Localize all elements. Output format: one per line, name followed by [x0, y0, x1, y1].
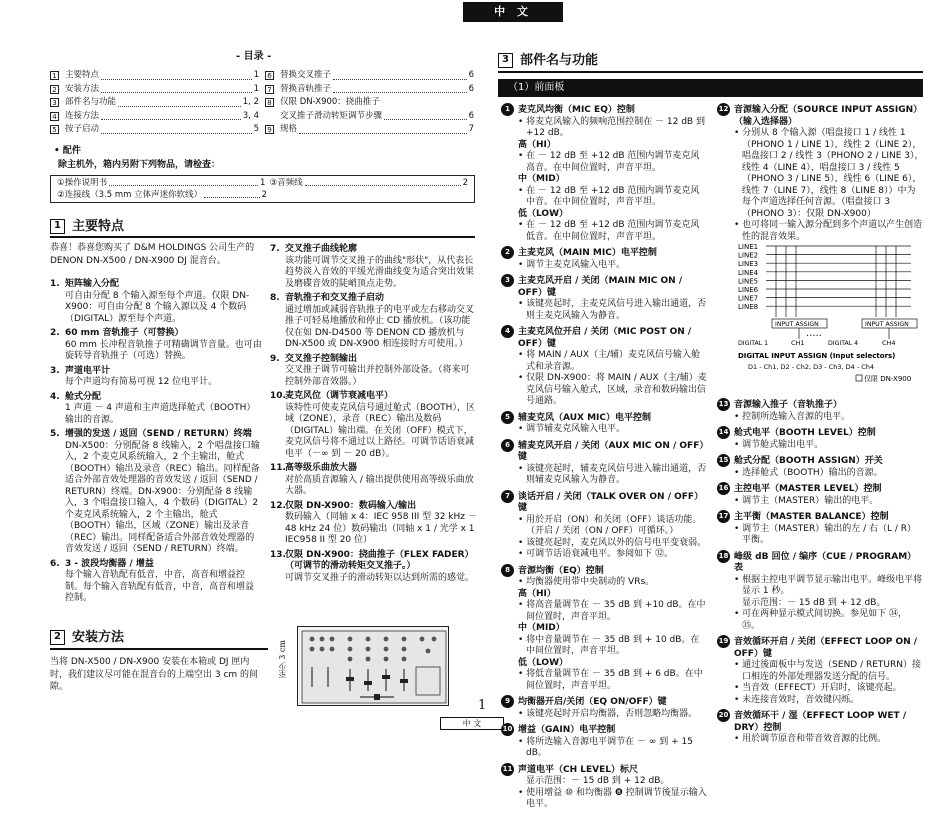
front-panel-heading: （1）前面板: [498, 79, 923, 97]
control-title: [505, 103, 708, 117]
control-description-line: • 根据主控电平调节显示输出电平。峰级电平将显示 1 秒。: [734, 574, 923, 596]
footer-language-tab: 中 文: [440, 717, 504, 730]
feature-item: [50, 328, 262, 363]
control-item: [716, 550, 924, 633]
feature-title: [50, 558, 262, 571]
feature-number: 4.: [50, 391, 60, 402]
control-description-line: • 该键亮起时，麦克风以外的信号电平变衰弱。: [518, 537, 707, 548]
toc-entry-label: 替换交叉推子: [280, 70, 332, 80]
toc-entry[interactable]: [50, 97, 265, 111]
control-number-badge: 20: [717, 709, 730, 722]
control-description-line: • 可调节话语衰减电平。参阅如下 ㉜。: [518, 549, 674, 559]
toc-entry-number: 7: [265, 85, 274, 94]
feature-body: 可自由分配 8 个输入源至每个声道。仅限 DN-X900：可自由分配 8 个输入源以及 4 个数码（DIGITAL）源至每个声道。: [65, 290, 250, 324]
toc-entry-label: 安装方法: [65, 83, 100, 94]
control-description-line: • 当音效（EFFECT）开启时，该键亮起。: [734, 683, 902, 693]
feature-title-text: 3 - 波段均衡器 / 增益: [65, 558, 154, 569]
control-description-line: • 选择舱式（BOOTH）输出的音源。: [734, 467, 883, 478]
control-title-text: 主麦克风开启 / 关闭（MAIN MIC ON / OFF）键: [518, 276, 683, 298]
input-assign-label-1: INPUT ASSIGN: [775, 321, 819, 328]
diagram-line-label: LINE4: [738, 268, 759, 277]
feature-title-text: 矩阵输入分配: [65, 279, 120, 289]
control-description-line: • 可在两种显示模式间切换。参见如下 ㉞，㉟。: [734, 609, 908, 631]
accessory-item: ③音频线 2: [269, 178, 468, 188]
feature-item: [270, 244, 478, 290]
control-description-line: • 将低音量调节在 － 35 dB 到 + 6 dB。在中间位置时，声音平坦。: [518, 669, 703, 691]
control-description-line: 高（HI）: [518, 139, 556, 150]
control-number-badge: 7: [501, 490, 514, 503]
intro-text: 恭喜！恭喜您购买了 D&M HOLDINGS 公司生产的 DENON DN-X500 / DN-X900 DJ 混音台。: [50, 243, 255, 266]
control-description-line: • 该键亮起时，辅麦克风信号进入输出通道，否则辅麦克风输入为静音。: [518, 463, 707, 485]
toc-leader: [384, 111, 467, 121]
control-number-badge: 4: [501, 325, 514, 338]
feature-title: [50, 279, 262, 291]
toc-entry-label: 连接方法: [65, 110, 100, 121]
feature-item: [270, 501, 478, 547]
toc-entry-number: 9: [265, 125, 274, 134]
control-number-badge: 6: [501, 439, 514, 452]
feature-title: [270, 293, 478, 305]
control-number-badge: 12: [717, 103, 730, 116]
control-number-badge: 17: [717, 510, 730, 523]
feature-number: 12.: [270, 500, 286, 511]
feature-number: 7.: [270, 244, 280, 254]
control-title-text: 麦克风均衡（MIC EQ）控制: [518, 105, 635, 115]
toc-entry[interactable]: [265, 70, 480, 84]
control-title-text: 谈话开启 / 关闭（TALK OVER ON / OFF）键: [518, 491, 704, 513]
feature-item: [270, 293, 478, 351]
control-title: [505, 325, 708, 350]
feature-body: 通过增加或减弱音轨推子的电平或左右移动交叉推子可轻易地播放和停止 CD 播放机。（该功能仅在如 DN-D4500 等 DENON CD 播放机与 DN-X500 或 DN-X900 相连接时方可使用。）: [285, 304, 475, 349]
control-description-line: • 用於开启（ON）和关闭（OFF）谈话功能。（开启 / 关闭（ON / OFF）可循环。）: [518, 514, 702, 536]
control-description-line: • 该键亮起时，主麦克风信号进入输出通道，否则主麦克风输入为静音。: [518, 299, 707, 321]
toc-entry-label: 按子启动: [65, 124, 100, 134]
control-description-line: • 调节主麦克风输入电平。: [518, 259, 626, 270]
control-item: [500, 103, 708, 243]
control-description-line: 显示范围：－ 15 dB 到 + 12 dB。: [742, 597, 886, 608]
control-item: [500, 490, 708, 561]
feature-title: [270, 500, 478, 513]
control-description-line: • 将麦克风输入的频响范围控制在 － 12 dB 到 +12 dB。: [518, 116, 705, 138]
feature-body: 该功能可调节交叉推子的曲线"形状"，从代表长趋势淡入音效的平缓光滑曲线变为适合突出效果及磨碟音效的陡峭顶点走势。: [285, 255, 475, 289]
feature-title-text: 仅限 DN-X900：数码输入/输出: [285, 500, 417, 511]
toc-entry-label: 规格: [280, 124, 298, 134]
control-description-line: • 将高音量调节在 － 35 dB 到 +10 dB。在中间位置时，声音平坦。: [518, 600, 706, 622]
control-description-line: • 也可将同一输入源分配到多个声道以产生创造性的混音效果。: [734, 220, 923, 242]
control-title: [505, 695, 708, 709]
toc-leader: [333, 70, 467, 80]
feature-title-text: 60 mm 音轨推子（可替换）: [65, 328, 184, 338]
toc-entry-page: 1, 2: [242, 97, 259, 107]
toc-entry-page: 6: [468, 83, 474, 94]
feature-number: 9.: [270, 353, 280, 364]
control-item: [500, 439, 708, 487]
control-number-badge: 3: [501, 274, 514, 287]
toc-entry[interactable]: [50, 70, 265, 84]
control-title-text: 辅麦克风（AUX MIC）电平控制: [518, 412, 651, 423]
control-title-text: 主控电平（MASTER LEVEL）控制: [734, 484, 882, 494]
feature-number: 8.: [270, 293, 280, 303]
control-number-badge: 5: [501, 411, 514, 424]
toc-entry[interactable]: [50, 111, 265, 125]
control-title: [718, 398, 924, 412]
feature-title-text: 音轨推子和交叉推子启动: [285, 293, 385, 303]
control-description-line: • 未连接音效时，音效键闪烁。: [734, 694, 860, 705]
diagram-line-label: LINE5: [738, 277, 759, 286]
control-description-line: • 调节辅麦克风输入电平。: [518, 424, 626, 434]
feature-title-text: 舱式分配: [65, 391, 102, 402]
mixer-illustration: [297, 626, 449, 706]
feature-title: [270, 463, 478, 475]
control-title-text: 均衡器开启/关闭（EQ ON/OFF）键: [518, 697, 667, 707]
toc-entry-page: 6: [468, 110, 474, 121]
feature-item: [50, 429, 262, 556]
toc-entry-page: 6: [468, 70, 474, 80]
control-description-line: • 调节舱式输出电平。: [734, 439, 824, 450]
control-item: [716, 510, 924, 547]
control-item: [500, 723, 708, 760]
control-description-line: 显示范围：－ 15 dB 到 + 12 dB。: [526, 776, 670, 786]
toc-entry-label: 交叉推子滑动转矩调节步骤: [280, 110, 383, 121]
feature-title-text: 声道电平计: [65, 365, 111, 376]
feature-body: 该特性可使麦克风信号通过舱式（BOOTH），区域（ZONE），录音（REC）输出及数码（DIGITAL）输出端。在关闭（OFF）模式下，麦克风信号将不通过以上路径。可调节话语衰减电平（－∞ 到 － 20 dB）。: [285, 402, 475, 459]
table-of-contents: [50, 70, 480, 138]
toc-entry[interactable]: [50, 84, 265, 98]
control-item: [500, 411, 708, 436]
control-description-line: • 在 － 12 dB 至 +12 dB 范围内调节麦克风中音。在中间位置时，声音平坦。: [518, 185, 700, 207]
toc-row: [50, 84, 480, 98]
feature-title: [50, 429, 262, 441]
control-title-text: 音效循环干 / 湿（EFFECT LOOP WET / DRY）控制: [734, 711, 907, 733]
accessories-box: [50, 175, 475, 203]
toc-entry[interactable]: [265, 111, 480, 125]
control-title: [718, 709, 924, 734]
feature-body: 对於高质音源输入 / 输出提供使用高等级乐曲放大器。: [285, 474, 474, 496]
control-item: [500, 763, 708, 811]
accessory-item: ②连接线（3.5 mm 立体声迷你软线） 2: [57, 190, 267, 200]
control-description-line: • 仅限 DN-X900：将 MAIN / AUX（主/辅）麦克风信号输入舱式，区域，录音和数码输出信号通路。: [518, 373, 707, 406]
feature-body: 每个输入音轨配有低音，中音，高音和增益控制。每个输入音轨配有低音，中音，高音和增益控制。: [65, 570, 255, 603]
toc-entry-number: 2: [50, 85, 59, 94]
control-description-line: • 使用增益 ⑩ 和均衡器 ❽ 控制调节後显示输入电平。: [518, 787, 707, 809]
feature-item: [50, 559, 262, 605]
control-title-text: 主麦克风（MAIN MIC）电平控制: [518, 248, 657, 258]
control-title-text: 增益（GAIN）电平控制: [518, 725, 616, 735]
control-item: [716, 426, 924, 451]
feature-title: [270, 391, 478, 403]
control-title: [718, 103, 924, 128]
control-title-text: 主麦克风位开启 / 关闭（MIC POST ON / OFF）键: [518, 327, 692, 349]
control-description-line: • 通过後面板中与发送（SEND / RETURN）接口相连的外部处理器发送分配的信号。: [734, 660, 921, 682]
feature-title-text: 交叉推子曲线轮廓: [285, 244, 358, 254]
toc-entry-page: 1: [253, 83, 259, 94]
control-title-text: 舱式分配（BOOTH ASSIGN）开关: [734, 456, 883, 466]
feature-body: 60 mm 长冲程音轨推子可精确调节音量。也可由旋转导音轨推子（可选）替换。: [65, 339, 262, 361]
feature-number: 2.: [50, 328, 60, 338]
control-title-text: 音源均衡（EQ）控制: [518, 565, 604, 576]
control-item: [716, 635, 924, 706]
control-description-line: 低（LOW）: [518, 657, 568, 668]
control-title: [502, 763, 708, 777]
section-heading-parts: 3 部件名与功能: [498, 52, 598, 70]
control-description-line: • 在 － 12 dB 至 +12 dB 范围内调节麦克风高音。在中间位置时，声音平坦。: [518, 151, 700, 173]
feature-number: 6.: [50, 558, 60, 569]
feature-title: [270, 549, 478, 573]
toc-entry-number: 1: [50, 71, 59, 80]
control-title: [505, 490, 708, 515]
section-heading-features: 1 主要特点: [50, 218, 124, 236]
features-right-column: [270, 244, 478, 587]
feature-title-text: 高等级乐曲放大器: [285, 463, 358, 473]
toc-entry-number: 8: [265, 98, 274, 107]
controls-column-a: [500, 103, 708, 814]
control-number-badge: 2: [501, 246, 514, 259]
control-title-text: 音源输入推子（音轨推子）: [734, 400, 843, 410]
toc-row: [50, 70, 480, 84]
feature-body: 数码输入（同轴 x 4：IEC 958 III 型 32 kHz － 48 kHz 24 位）数码输出（同轴 x 1 / 光学 x 1 IEC958 II 型 20 位）: [285, 512, 477, 545]
control-description-line: 中（MID）: [518, 174, 565, 184]
ch1-label: CH1: [791, 339, 805, 347]
toc-leader: [101, 70, 252, 80]
control-number-badge: 10: [501, 723, 514, 736]
toc-entry[interactable]: [265, 124, 480, 138]
toc-row: [50, 97, 480, 111]
control-number-badge: 15: [717, 454, 730, 467]
toc-entry-label: 主要特点: [65, 70, 100, 80]
control-item: [500, 325, 708, 408]
feature-title: [270, 244, 478, 256]
toc-entry-page: 5: [253, 124, 259, 134]
control-number-badge: 19: [717, 635, 730, 648]
digital-4-label: DIGITAL 4: [828, 340, 859, 347]
clearance-label: 至少 3 cm: [278, 640, 287, 679]
section-heading-installation: 2 安装方法: [50, 629, 124, 647]
feature-title-text: 交叉推子控制输出: [285, 353, 358, 364]
control-title: [505, 439, 708, 464]
digital-1-label: DIGITAL 1: [738, 340, 769, 347]
feature-title: [50, 391, 262, 404]
control-title: [718, 550, 924, 575]
diagram-caption: DIGITAL INPUT ASSIGN (Input selectors): [738, 352, 896, 360]
feature-title-text: 增强的发送 / 返回（SEND / RETURN）终端: [65, 429, 252, 439]
toc-leader: [299, 124, 467, 134]
control-number-badge: 8: [501, 564, 514, 577]
controls-column-b: [716, 103, 924, 246]
feature-number: 11.: [270, 463, 286, 473]
control-item: [500, 564, 708, 693]
feature-title: [270, 353, 478, 366]
input-assign-diagram: [736, 239, 926, 389]
feature-body: DN-X500：分别配备 8 线输入，2 个唱盘接口输入，2 个麦克风系统输入，2 个主输出，舱式（BOOTH）输出及录音（REC）输出。同样配备适合外部音效处理器的音效发送 / 返回（SEND / RETURN）终端。DN-X900：分别配备 8 线输入，3 个唱盘接口输入，4 个数码（DIGITAL）2 个麦克风系统输入，2 个主输出，舱式（BOOTH）输出，区域（ZONE）输出及录音（REC）输出。同样配备适合外部音效处理器的音效发送 / 返回（SEND / RETURN）终端。: [65, 440, 260, 554]
toc-entry[interactable]: [265, 84, 480, 98]
toc-leader: [118, 97, 241, 107]
feature-item: [270, 391, 478, 460]
feature-number: 1.: [50, 279, 60, 289]
diagram-line-label: LINE2: [738, 251, 759, 260]
control-title: [718, 454, 924, 468]
toc-entry-number: 5: [50, 125, 59, 134]
control-title: [718, 482, 924, 496]
feature-title-text: 麦克风位（调节衰减电平）: [285, 391, 394, 401]
control-item: [716, 454, 924, 479]
control-description-line: • 调节主（MASTER）输出的电平。: [734, 495, 879, 506]
control-title-text: 音效循环开启 / 关闭（EFFECT LOOP ON / OFF）键: [734, 637, 918, 659]
control-item: [716, 103, 924, 243]
control-number-badge: 1: [501, 103, 514, 116]
control-title: [718, 635, 924, 660]
toc-leader: [101, 124, 252, 134]
control-item: [500, 274, 708, 322]
control-number-badge: 13: [717, 398, 730, 411]
feature-number: 5.: [50, 429, 60, 439]
control-title: [505, 246, 708, 260]
control-item: [716, 398, 924, 423]
control-title-text: 舱式电平（BOOTH LEVEL）控制: [734, 428, 876, 438]
feature-title: [50, 365, 262, 378]
control-title: [505, 564, 708, 578]
feature-item: [50, 279, 262, 325]
control-number-badge: 9: [501, 695, 514, 708]
feature-body: 可调节交叉推子的滑动转矩以达到所需的感觉。: [285, 572, 475, 583]
control-title-text: 主平衡（MASTER BALANCE）控制: [734, 512, 889, 522]
input-assign-label-2: INPUT ASSIGN: [865, 321, 909, 328]
control-item: [500, 695, 708, 720]
control-item: [716, 709, 924, 746]
toc-title: - 目录 -: [236, 51, 272, 62]
control-title: [718, 510, 924, 524]
toc-entry-number: 4: [50, 112, 59, 121]
accessories-note: 除主机外，箱内另附下列物品，请检查：: [58, 160, 221, 170]
x900-bracket-icon: [856, 375, 862, 381]
feature-item: [50, 392, 262, 427]
toc-entry-label: 仅限 DN-X900：挠曲推子: [280, 97, 380, 107]
control-description-line: 中（MID）: [518, 623, 565, 633]
section-divider: [50, 648, 268, 650]
section-divider: [50, 236, 475, 238]
control-description-line: • 该键亮起时开启均衡器，否则忽略均衡器。: [518, 708, 698, 719]
feature-number: 10.: [270, 391, 286, 401]
control-description-line: • 均衡器使用带中央制动的 VRs。: [518, 577, 655, 587]
diagram-caption-sub: D1 - Ch1, D2 - Ch2, D3 - Ch3, D4 - Ch4: [748, 363, 875, 371]
control-description-line: • 将中音量调节在 － 35 dB 到 + 10 dB。在中间位置时，声音平坦。: [518, 634, 700, 656]
diagram-line-label: LINE6: [738, 286, 759, 294]
toc-entry-number: 3: [50, 98, 59, 107]
feature-number: 3.: [50, 365, 60, 376]
control-description-line: 高（HI）: [518, 588, 556, 599]
control-description-line: • 将所选输入音源电平调节在 － ∞ 到 + 15 dB。: [518, 736, 693, 758]
control-description-line: • 分别从 8 个输入源（唱盘接口 1 / 线性 1（PHONO 1 / LINE 1），线性 2（LINE 2），唱盘接口 2 / 线性 3（PHONO 2 / LINE 3），线性 4（LINE 4），唱盘接口 3 / 线性 5（PHONO 3 / LINE 5），线性 6（LINE 6），线性 7（LINE 7），线性 8（LINE 8））中为每个声道选择任何音源。（唱盘接口 3（PHONO 3）：仅限 DN-X900）: [734, 128, 924, 219]
feature-item: [270, 550, 478, 585]
control-number-badge: 14: [717, 426, 730, 439]
feature-title: [50, 328, 262, 340]
installation-text: 当将 DN-X500 / DN-X900 安装在本箱或 DJ 匣内时，我们建议尽可能在混音台的上端空出 3 cm 的间隙。: [50, 657, 259, 692]
control-title: [505, 411, 708, 425]
control-title: [502, 723, 708, 737]
toc-entry[interactable]: [265, 97, 480, 111]
feature-item: [270, 463, 478, 498]
control-description-line: • 调节主（MASTER）输出的左 / 右（L / R）平衡。: [734, 523, 917, 545]
language-tab: 中 文: [463, 2, 563, 22]
features-left-column: [50, 279, 262, 608]
ch4-label: CH4: [882, 339, 896, 347]
toc-row: [50, 111, 480, 125]
control-title: [505, 274, 708, 299]
control-item: [716, 482, 924, 507]
toc-entry-page: 1: [253, 70, 259, 80]
toc-entry-page: 3, 4: [242, 110, 259, 121]
svg-text:·····: ·····: [806, 331, 822, 342]
control-title-text: 峰级 dB 回位 / 编序（CUE / PROGRAM）表: [734, 551, 917, 573]
control-title-text: 声道电平（CH LEVEL）标尺: [518, 764, 639, 775]
control-number-badge: 18: [717, 550, 730, 563]
toc-row: [50, 124, 480, 138]
controls-column-c: [716, 398, 924, 749]
control-number-badge: 11: [501, 763, 514, 776]
control-description-line: • 将 MAIN / AUX（主/辅）麦克风信号输入舱式和录音源。: [518, 350, 701, 372]
accessory-item: ①操作说明书 1: [57, 178, 266, 188]
section-divider: [498, 71, 923, 73]
control-number-badge: 16: [717, 482, 730, 495]
control-description-line: • 控制所选输入音源的电平。: [734, 411, 851, 422]
toc-entry[interactable]: [50, 124, 265, 138]
accessories-title: • 配件: [54, 146, 81, 156]
feature-item: [270, 354, 478, 389]
control-title-text: 辅麦克风开启 / 关闭（AUX MIC ON / OFF）键: [518, 440, 704, 462]
toc-leader: [101, 84, 252, 94]
diagram-note: 仅限 DN-X900: [864, 375, 912, 383]
feature-body: 交叉推子调节可输出并控制外部设备。（将来可控制外部音效器。）: [285, 365, 470, 387]
toc-entry-number: 6: [265, 71, 274, 80]
diagram-line-label: LINE3: [738, 260, 759, 269]
diagram-line-label: LINE7: [738, 294, 759, 303]
control-title: [718, 426, 924, 440]
toc-entry-label: 替换音轨推子: [280, 83, 332, 94]
toc-entry-label: 部件名与功能: [65, 97, 117, 107]
feature-body: 1 声道 － 4 声道和主声道选择舱式（BOOTH）输出的音源。: [65, 403, 256, 425]
control-description-line: • 在 － 12 dB 至 +12 dB 范围内调节麦克风低音。在中间位置时，声音平坦。: [518, 220, 700, 242]
control-title-text: 音源输入分配（SOURCE INPUT ASSIGN）（输入选择器）: [734, 105, 923, 127]
feature-item: [50, 366, 262, 389]
feature-number: 13.: [270, 549, 286, 560]
toc-leader: [101, 111, 241, 121]
feature-title-text: 仅限 DN-X900：挠曲推子（FLEX FADER）（可调节的滑动转矩交叉推子。）: [285, 549, 474, 571]
control-description-line: 低（LOW）: [518, 208, 568, 219]
diagram-line-label: LINE1: [738, 243, 759, 251]
toc-entry-page: 7: [468, 124, 474, 134]
toc-leader: [333, 84, 467, 94]
control-item: [500, 246, 708, 271]
page-number: 1: [478, 698, 487, 713]
feature-body: 每个声道均有简易可视 12 位电平计。: [65, 377, 218, 387]
diagram-line-label: LINE8: [738, 303, 759, 312]
control-description-line: • 用於调节原音和带音效音源的比例。: [734, 734, 887, 744]
